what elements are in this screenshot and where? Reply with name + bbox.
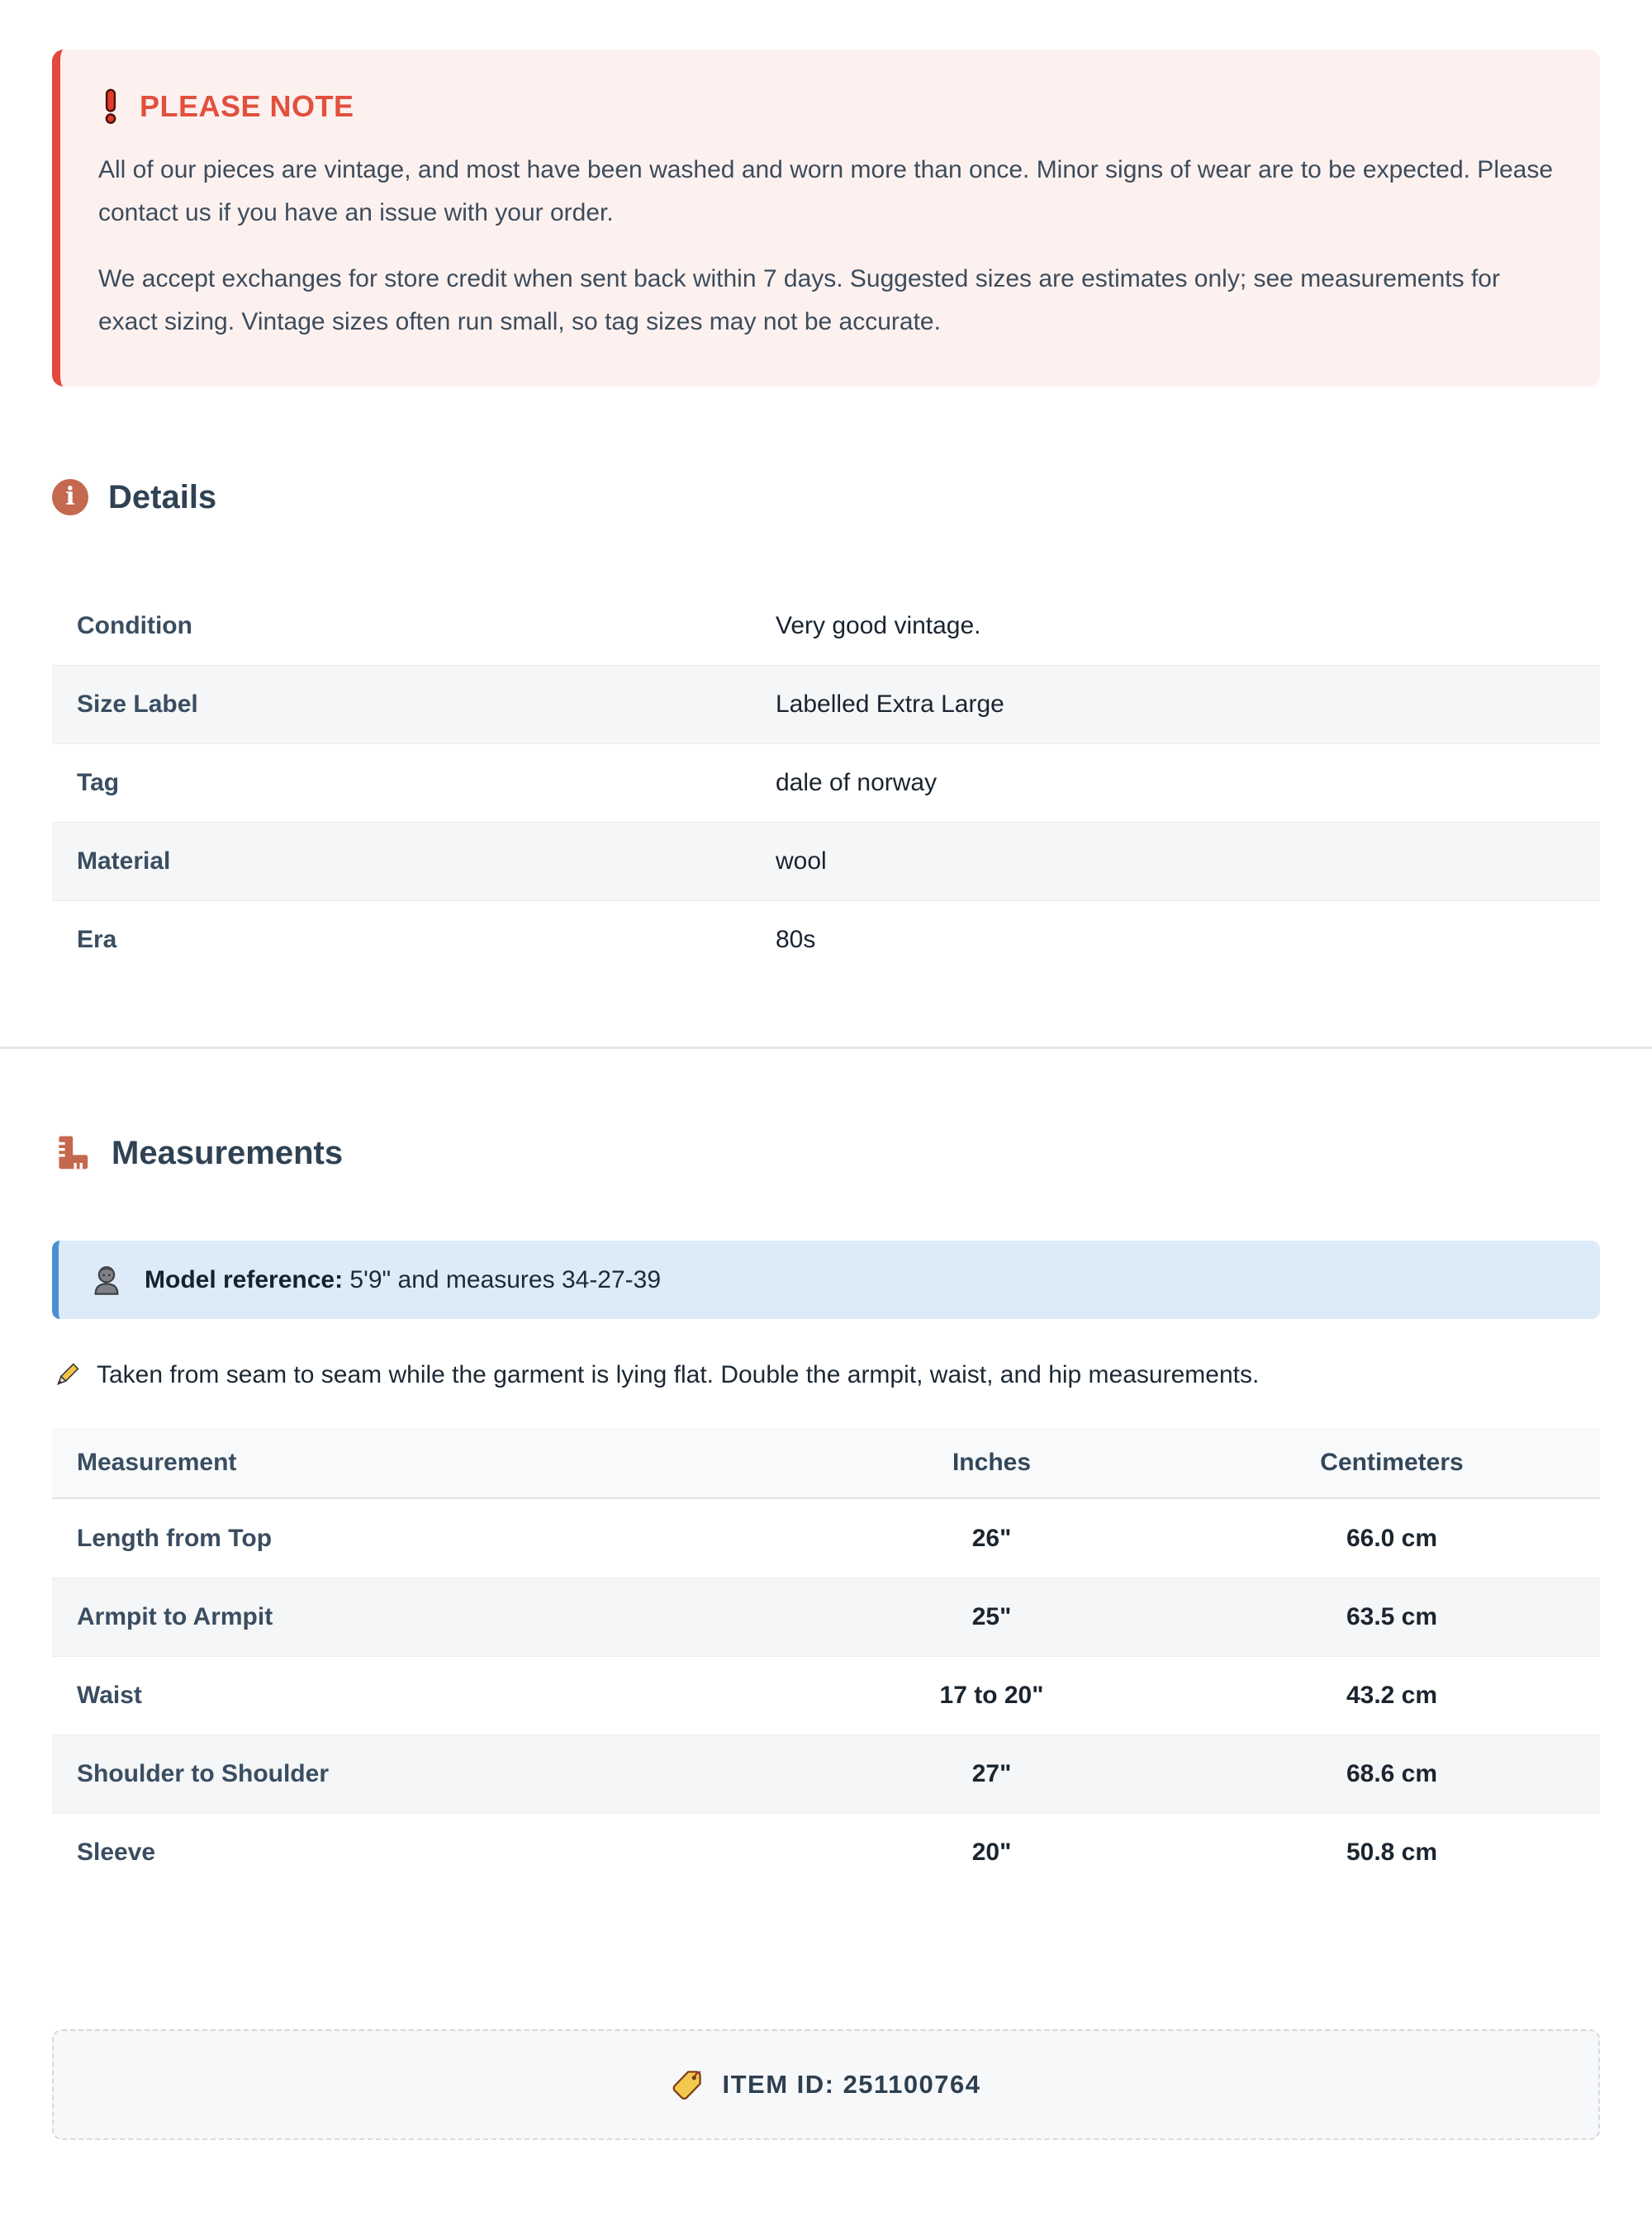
page-content xyxy=(52,50,1600,979)
detail-label: Era xyxy=(77,926,117,953)
measurement-cm: 43.2 cm xyxy=(1346,1682,1438,1709)
measurement-name: Length from Top xyxy=(77,1524,273,1552)
person-icon xyxy=(90,1264,123,1297)
measurement-note xyxy=(52,1354,1600,1397)
alert-title: PLEASE NOTE xyxy=(140,89,354,123)
table-row xyxy=(52,1578,1600,1656)
measurement-cm: 66.0 cm xyxy=(1346,1524,1438,1552)
detail-value: Labelled Extra Large xyxy=(776,690,1004,718)
model-reference-label: Model reference: xyxy=(145,1265,344,1293)
item-id-text: ITEM ID: 251100764 xyxy=(722,2070,981,2099)
table-row xyxy=(52,900,1600,979)
info-icon: i xyxy=(52,479,88,515)
table-row xyxy=(52,1656,1600,1734)
table-row xyxy=(52,586,1600,665)
measurements-heading xyxy=(52,1132,1600,1174)
measurement-note-text: Taken from seam to seam while the garment is lying flat. Double the armpit, waist, and hip measurements. xyxy=(97,1361,1260,1388)
measurement-name: Waist xyxy=(77,1682,142,1709)
measurements-section xyxy=(52,1132,1600,2140)
alert-paragraph-1: All of our pieces are vintage, and most have been washed and worn more than once. Minor signs of wear are to be expected. Please contact us if you have an issue with your order. xyxy=(98,156,1554,226)
measurement-inches: 27" xyxy=(971,1760,1012,1787)
model-reference-callout xyxy=(52,1241,1600,1319)
model-reference-text xyxy=(145,1266,661,1294)
measurements-title: Measurements xyxy=(112,1135,344,1171)
header-centimeters: Centimeters xyxy=(1320,1449,1464,1476)
table-row xyxy=(52,1734,1600,1813)
alert-paragraph-2: We accept exchanges for store credit when sent back within 7 days. Suggested sizes are estimates only; see measurements for exact sizing. Vintage sizes often run small, so tag sizes may not be accurate. xyxy=(98,265,1500,335)
detail-value: 80s xyxy=(776,926,816,953)
measurement-cm: 68.6 cm xyxy=(1346,1760,1438,1787)
measurement-name: Armpit to Armpit xyxy=(77,1603,273,1630)
detail-value: dale of norway xyxy=(776,769,938,796)
measurement-inches: 26" xyxy=(971,1524,1012,1552)
model-reference-value: 5'9" and measures 34-27-39 xyxy=(349,1265,662,1293)
details-heading xyxy=(52,476,1600,519)
measurement-cm: 63.5 cm xyxy=(1346,1603,1438,1630)
table-row xyxy=(52,822,1600,900)
measurement-name: Shoulder to Shoulder xyxy=(77,1760,329,1787)
exclamation-icon xyxy=(98,88,123,125)
header-measurement: Measurement xyxy=(77,1449,237,1476)
measurement-inches: 17 to 20" xyxy=(939,1682,1044,1709)
table-row xyxy=(52,1499,1600,1578)
detail-label: Size Label xyxy=(77,690,198,718)
tag-icon xyxy=(671,2068,704,2101)
measurements-table-header xyxy=(52,1428,1600,1499)
table-row xyxy=(52,1813,1600,1891)
item-id-badge xyxy=(52,2029,1600,2140)
please-note-alert xyxy=(52,50,1600,387)
detail-label: Tag xyxy=(77,769,120,796)
measurement-cm: 50.8 cm xyxy=(1346,1839,1438,1866)
section-divider xyxy=(0,1046,1652,1049)
measurement-inches: 20" xyxy=(971,1839,1012,1866)
detail-label: Material xyxy=(77,847,171,875)
detail-value: Very good vintage. xyxy=(776,611,981,639)
detail-label: Condition xyxy=(77,611,192,639)
alert-title-row xyxy=(98,88,1555,126)
details-table xyxy=(52,586,1600,979)
table-row xyxy=(52,665,1600,743)
ruler-icon xyxy=(52,1133,92,1173)
measurements-table xyxy=(52,1428,1600,1891)
pencil-icon xyxy=(52,1360,82,1390)
measurement-inches: 25" xyxy=(971,1603,1012,1630)
header-inches: Inches xyxy=(952,1449,1032,1476)
table-row xyxy=(52,743,1600,822)
detail-value: wool xyxy=(776,847,827,875)
details-title: Details xyxy=(108,479,217,515)
measurement-name: Sleeve xyxy=(77,1839,156,1866)
